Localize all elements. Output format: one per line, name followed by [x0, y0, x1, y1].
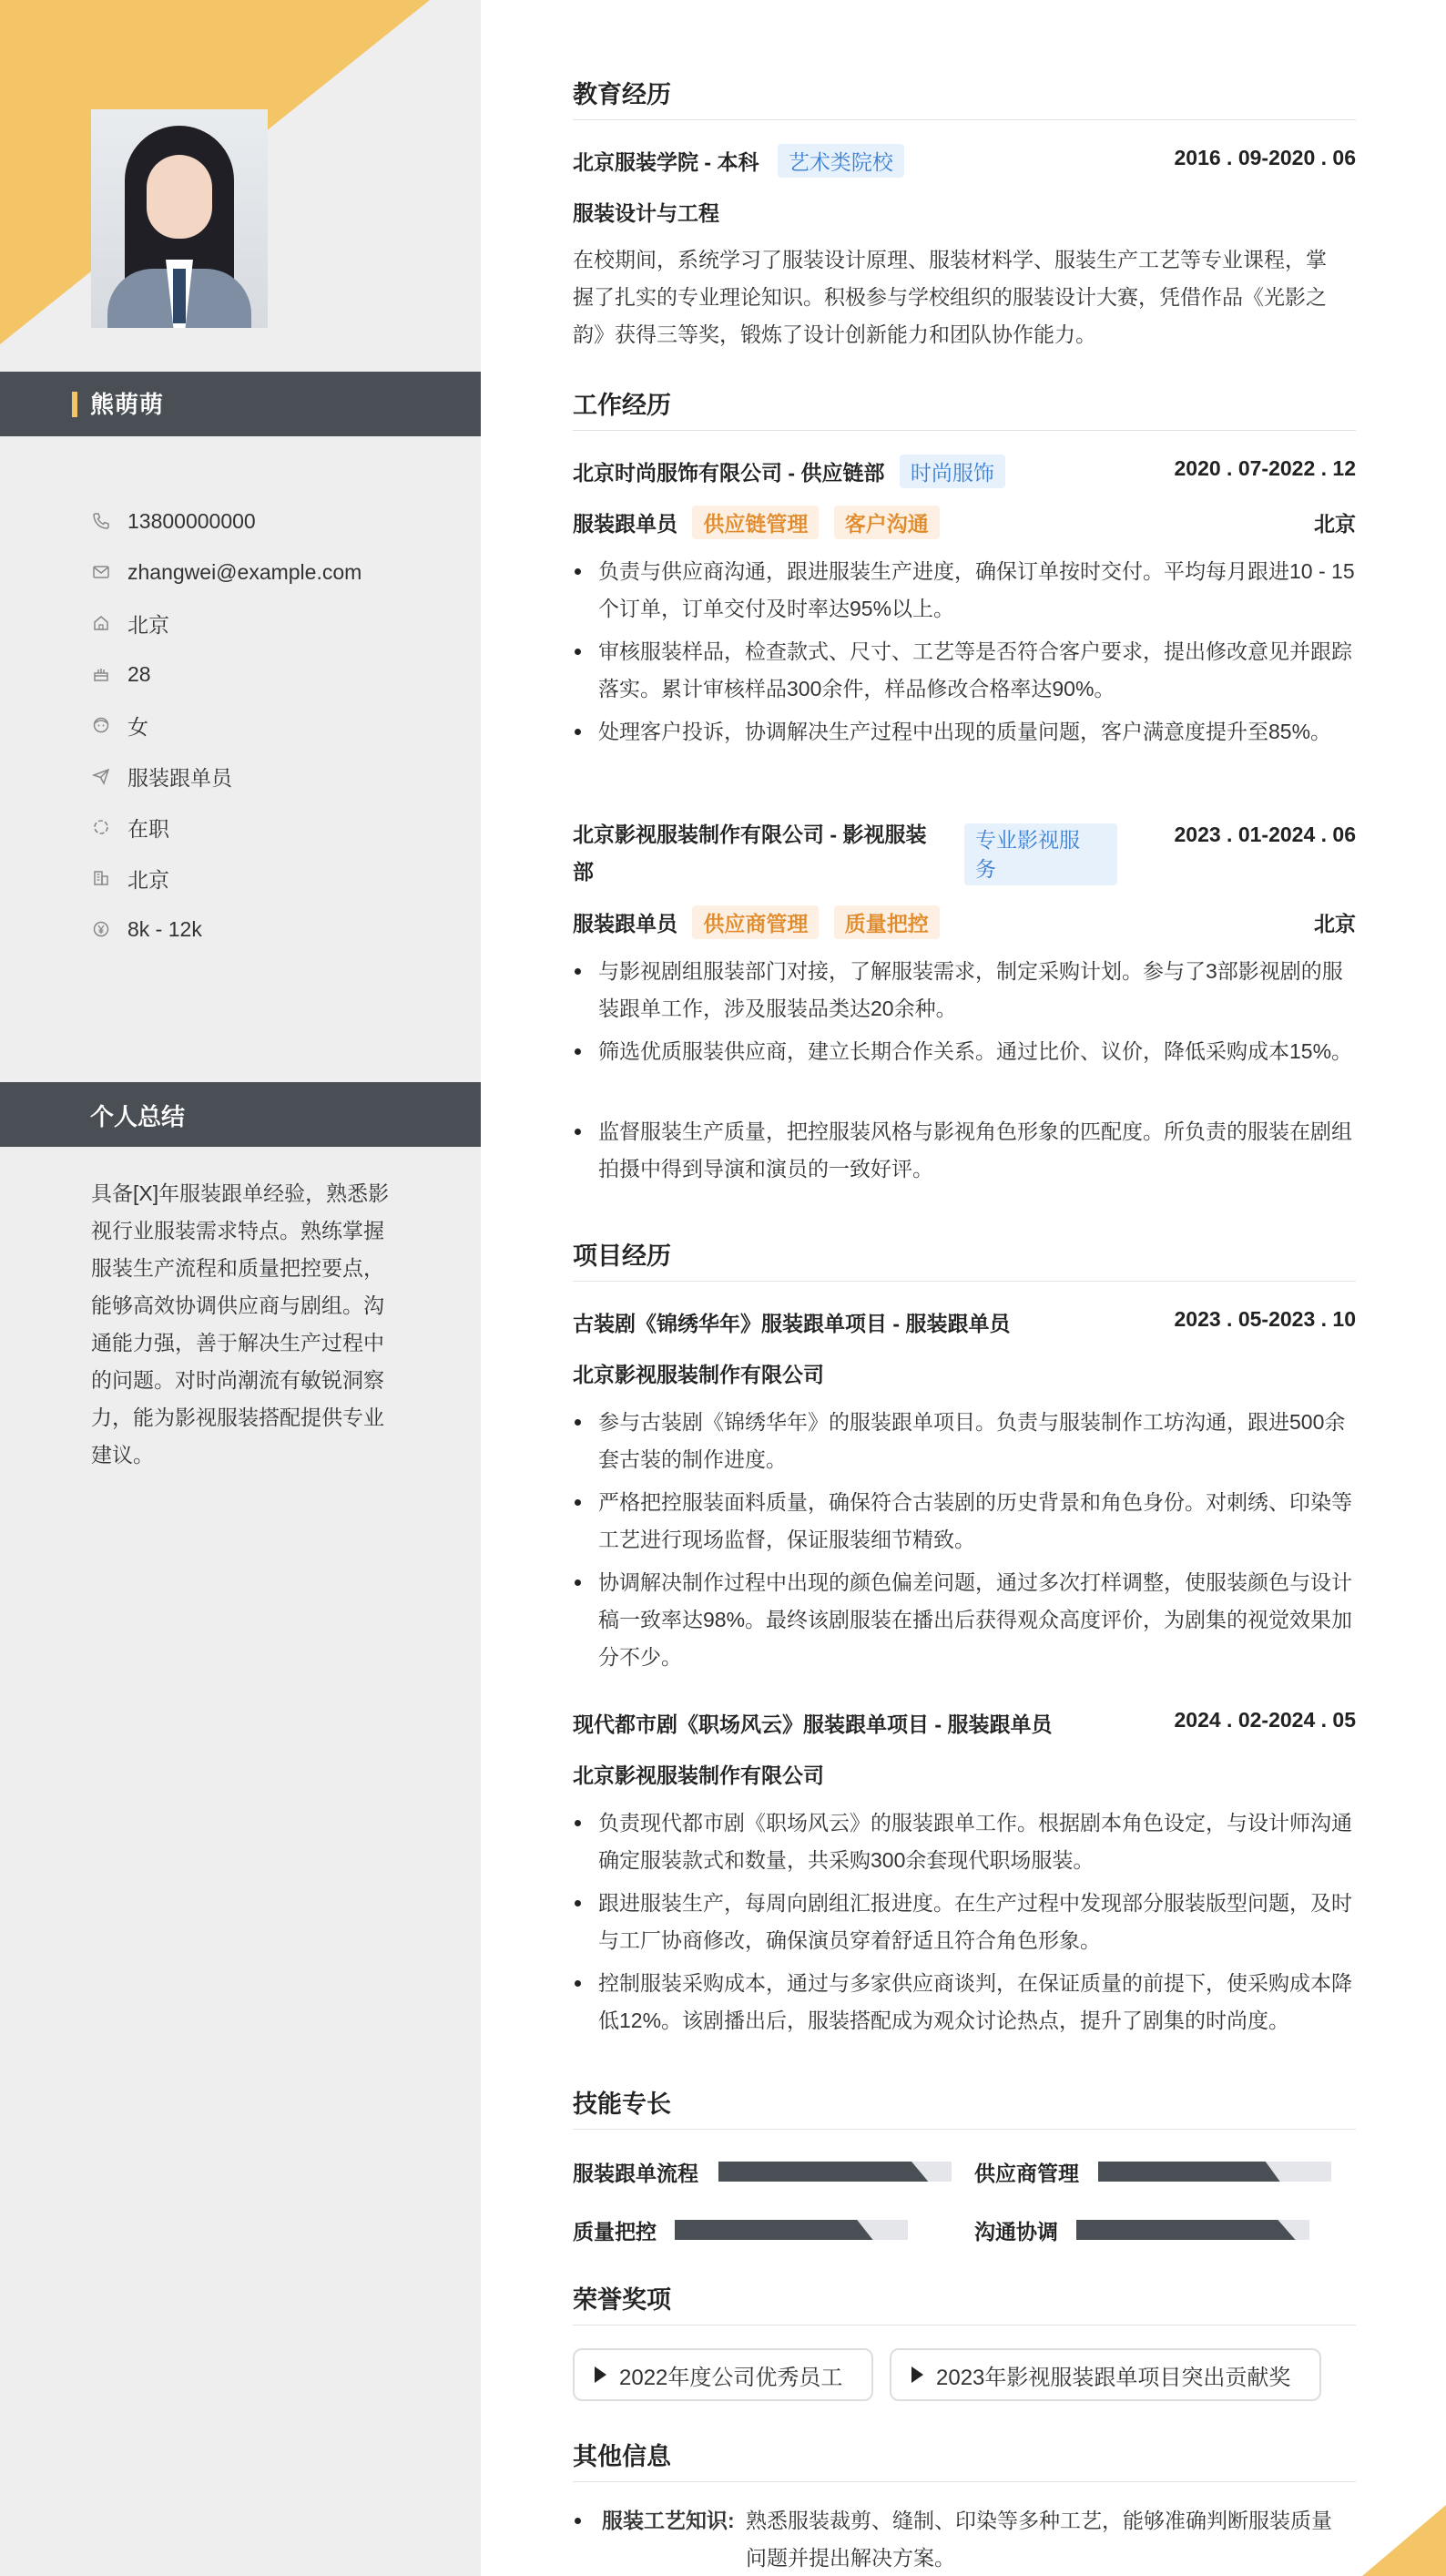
info-text: 女 [127, 714, 148, 739]
skill-bar [1076, 2220, 1309, 2240]
project-org: 北京影视服装制作有限公司 [573, 1363, 824, 1386]
project-bullet: 协调解决制作过程中出现的颜色偏差问题，通过多次打样调整，使服装颜色与设计稿一致率达98%。最终该剧服装在播出后获得观众高度评价，为剧集的视觉效果加分不少。 [573, 1564, 1356, 1676]
job-company-line: 北京影视服装制作有限公司 - 影视服装 [573, 823, 927, 846]
name-bar [0, 372, 481, 436]
name-accent [72, 392, 77, 417]
project-org: 北京影视服装制作有限公司 [573, 1763, 824, 1787]
other-text: 熟悉服装裁剪、缝制、印染等多种工艺，能够准确判断服装质量问题并提出解决方案。 [746, 2509, 1332, 2570]
award-badge [573, 2348, 873, 2401]
contact-info-list [91, 496, 474, 955]
project-bullet: 参与古装剧《锦绣华年》的服装跟单项目。负责与服装制作工坊沟通，跟进500余套古装的制作进度。 [573, 1404, 1356, 1478]
job-role-line [573, 506, 1356, 539]
info-email [91, 547, 474, 598]
skill-name: 供应商管理 [974, 2162, 1079, 2185]
play-icon [911, 2366, 923, 2383]
skill-bar [675, 2220, 908, 2240]
awards-title: 荣誉奖项 [573, 2280, 1356, 2326]
info-text: 8k - 12k [127, 916, 202, 941]
job-company [573, 816, 955, 891]
other-title: 其他信息 [573, 2437, 1356, 2482]
job-bullet: 筛选优质服装供应商，建立长期合作关系。通过比价、议价，降低采购成本15%。 [573, 1033, 1356, 1070]
job-tag: 时尚服饰 [900, 455, 1005, 488]
education-date: 2016 . 09-2020 . 06 [1174, 146, 1356, 169]
mail-icon [91, 562, 111, 582]
projects-title: 项目经历 [573, 1236, 1356, 1282]
project-bullet: 负责现代都市剧《职场风云》的服装跟单工作。根据剧本角色设定，与设计师沟通确定服装款式和数量，共采购300余套现代职场服装。 [573, 1804, 1356, 1879]
job-date: 2023 . 01-2024 . 06 [1174, 823, 1356, 846]
skill-fill [1098, 2162, 1280, 2182]
info-text: zhangwei@example.com [127, 559, 362, 584]
project-bullet: 控制服装采购成本，通过与多家供应商谈判，在保证质量的前提下，使采购成本降低12%。该剧播出后，服装搭配成为观众讨论热点，提升了剧集的时尚度。 [573, 1965, 1356, 2039]
other-bullet [573, 2502, 1356, 2576]
summary-title: 个人总结 [90, 1103, 186, 1130]
info-position [91, 751, 474, 802]
skills-title: 技能专长 [573, 2084, 1356, 2130]
project-name: 现代都市剧《职场风云》服装跟单项目 - 服装跟单员 [573, 1712, 1053, 1736]
job-skill-tag: 供应链管理 [692, 506, 819, 539]
job-bullet: 审核服装样品，检查款式、尺寸、工艺等是否符合客户要求，提出修改意见并跟踪落实。累计审核样品300余件，样品修改合格率达90%。 [573, 633, 1356, 708]
school-name: 北京服装学院 - 本科 [573, 150, 759, 174]
info-phone [91, 496, 474, 547]
info-age [91, 649, 474, 700]
building-icon [91, 868, 111, 888]
work-title: 工作经历 [573, 385, 1356, 431]
project-date: 2024 . 02-2024 . 05 [1174, 1708, 1356, 1732]
info-text: 28 [127, 661, 151, 686]
info-text: 13800000000 [127, 508, 256, 533]
corner-decoration [1362, 2505, 1446, 2576]
status-icon [91, 817, 111, 837]
award-text: 2022年度公司优秀员工 [619, 2365, 843, 2390]
education-major: 服装设计与工程 [573, 201, 719, 225]
skill-name: 服装跟单流程 [573, 2162, 698, 2185]
job-header [573, 816, 1356, 891]
school-tag: 艺术类院校 [778, 144, 904, 178]
summary-bar [0, 1082, 481, 1147]
education-title: 教育经历 [573, 75, 1356, 120]
job-role: 服装跟单员 [573, 912, 677, 935]
project-header [573, 1708, 1356, 1738]
skill-fill [1076, 2220, 1296, 2240]
info-gender [91, 700, 474, 751]
skill-fill [718, 2162, 928, 2182]
job-company-line: 部 [573, 860, 594, 884]
education-header [573, 144, 1356, 178]
job-role: 服装跟单员 [573, 512, 677, 536]
job-header [573, 455, 1356, 488]
info-city [91, 853, 474, 904]
job-skill-tag: 客户沟通 [834, 506, 940, 539]
info-salary [91, 904, 474, 955]
job-city: 北京 [1314, 912, 1356, 935]
summary-text: 具备[X]年服装跟单经验，熟悉影视行业服装需求特点。熟练掌握服装生产流程和质量把控要点，能够高效协调供应商与剧组。沟通能力强，善于解决生产过程中的问题。对时尚潮流有敏锐洞察力，能为影视服装搭配提供专业建议。 [91, 1181, 390, 1467]
skill-name: 质量把控 [573, 2220, 657, 2244]
job-city: 北京 [1314, 512, 1356, 536]
award-badge [890, 2348, 1321, 2401]
award-text: 2023年影视服装跟单项目突出贡献奖 [936, 2365, 1291, 2390]
play-icon [595, 2366, 606, 2383]
job-role-line [573, 905, 1356, 939]
project-header [573, 1307, 1356, 1337]
job-bullet: 处理客户投诉，协调解决生产过程中出现的质量问题，客户满意度提升至85%。 [573, 713, 1356, 751]
job-skill-tag: 质量把控 [834, 905, 940, 939]
project-date: 2023 . 05-2023 . 10 [1174, 1307, 1356, 1331]
project-bullet: 跟进服装生产，每周向剧组汇报进度。在生产过程中发现部分服装版型问题，及时与工厂协商修改，确保演员穿着舒适且符合角色形象。 [573, 1885, 1356, 1959]
other-label: 服装工艺知识: [602, 2509, 735, 2532]
skill-bar [718, 2162, 952, 2182]
skill-bar [1098, 2162, 1331, 2182]
home-icon [91, 613, 111, 633]
job-bullet: 与影视剧组服装部门对接，了解服装需求，制定采购计划。参与了3部影视剧的服装跟单工作，涉及服装品类达20余种。 [573, 953, 1356, 1027]
send-icon [91, 766, 111, 786]
job-company: 北京时尚服饰有限公司 - 供应链部 [573, 461, 885, 485]
salary-icon [91, 919, 111, 939]
info-text: 在职 [127, 816, 169, 841]
skill-fill [675, 2220, 873, 2240]
education-desc: 在校期间，系统学习了服装设计原理、服装材料学、服装生产工艺等专业课程，掌握了扎实的专业理论知识。积极参与学校组织的服装设计大赛，凭借作品《光影之韵》获得三等奖，锻炼了设计创新能力和团队协作能力。 [573, 248, 1327, 346]
job-tag [964, 823, 1117, 885]
info-address [91, 598, 474, 649]
job-date: 2020 . 07-2022 . 12 [1174, 456, 1356, 480]
info-text: 服装跟单员 [127, 765, 232, 790]
avatar [91, 109, 268, 328]
job-tag-line: 专业影视服 [975, 828, 1080, 852]
info-text: 北京 [127, 867, 169, 892]
phone-icon [91, 511, 111, 531]
skill-name: 沟通协调 [974, 2220, 1058, 2244]
project-name: 古装剧《锦绣华年》服装跟单项目 - 服装跟单员 [573, 1312, 1011, 1335]
job-tag-line: 务 [975, 857, 996, 881]
job-skill-tag: 供应商管理 [692, 905, 819, 939]
project-bullet: 严格把控服装面料质量，确保符合古装剧的历史背景和角色身份。对刺绣、印染等工艺进行现场监督，保证服装细节精致。 [573, 1484, 1356, 1559]
job-bullet: 负责与供应商沟通，跟进服装生产进度，确保订单按时交付。平均每月跟进10 - 15个订单，订单交付及时率达95%以上。 [573, 553, 1356, 628]
job-bullet: 监督服装生产质量，把控服装风格与影视角色形象的匹配度。所负责的服装在剧组拍摄中得到导演和演员的一致好评。 [573, 1113, 1356, 1188]
info-status [91, 802, 474, 853]
cake-icon [91, 664, 111, 684]
sidebar [0, 0, 481, 2576]
face-icon [91, 715, 111, 735]
info-text: 北京 [127, 612, 169, 637]
candidate-name: 熊萌萌 [90, 391, 165, 418]
